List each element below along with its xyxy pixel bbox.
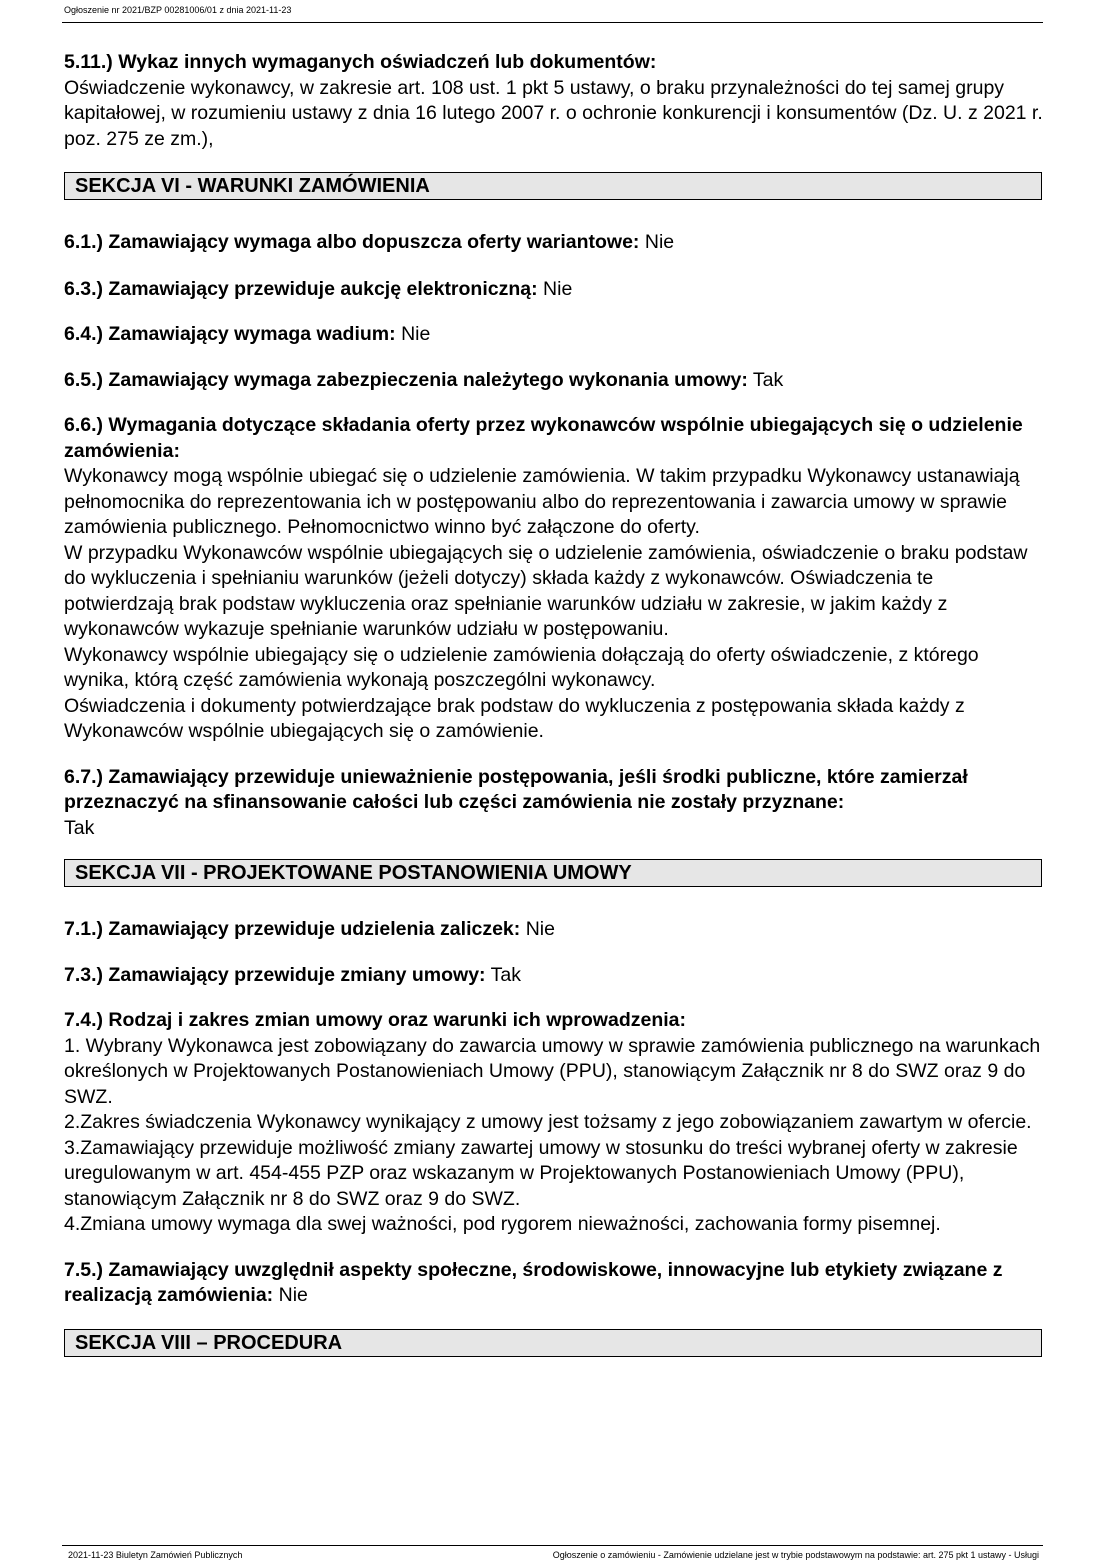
item-6-1 (64, 230, 1044, 256)
item-7-1 (64, 917, 1044, 943)
header-divider (62, 22, 1043, 23)
item-label: 7.5.) Zamawiający uwzględnił aspekty społeczne, środowiskowe, innowacyjne lub etykiety związane z realizacją zamówienia: (64, 1258, 1003, 1306)
item-6-4 (64, 322, 1044, 348)
paragraph: 4.Zmiana umowy wymaga dla swej ważności, pod rygorem nieważności, zachowania formy pisemnej. (64, 1213, 941, 1235)
document-body (64, 50, 1044, 1357)
paragraph: 3.Zamawiający przewiduje możliwość zmiany zawartej umowy w stosunku do treści wybranej oferty w zakresie uregulowanym w art. 454-455 PZP oraz wskazanym w Projektowanych Postanowieniach Umowy (PPU), stanowiącym Załącznik nr 8 do SWZ oraz 9 do SWZ. (64, 1136, 1018, 1210)
item-value: Tak (64, 816, 95, 839)
item-6-7 (64, 765, 1044, 842)
item-value: Nie (278, 1284, 308, 1306)
item-6-3 (64, 277, 1044, 303)
paragraph: W przypadku Wykonawców wspólnie ubiegających się o udzielenie zamówienia, oświadczenie o braku podstaw do wykluczenia i spełnianiu warunków (jeżeli dotyczy) składa każdy z wykonawców. Oświadczenia te potwierdzają brak podstaw wykluczenia oraz spełnianie warunków udziału w zakresie, w jakim każdy z wykonawców wykazuje spełnianie warunków udziału w postępowaniu. (64, 541, 1028, 640)
footer-divider (62, 1545, 1043, 1546)
item-label: 6.1.) Zamawiający wymaga albo dopuszcza oferty wariantowe: (64, 231, 640, 253)
section-vi-header: SEKCJA VI - WARUNKI ZAMÓWIENIA (64, 172, 1042, 200)
footer-date-publication: 2021-11-23 Biuletyn Zamówień Publicznych (68, 1550, 243, 1560)
paragraph: 1. Wybrany Wykonawca jest zobowiązany do zawarcia umowy w sprawie zamówienia publicznego na warunkach określonych w Projektowanych Postanowieniach Umowy (PPU), stanowiącym Załącznik nr 8 do SWZ oraz 9 do SWZ. (64, 1034, 1041, 1108)
item-label: 6.6.) Wymagania dotyczące składania oferty przez wykonawców wspólnie ubiegających się o udzielenie zamówienia: (64, 414, 1023, 462)
item-label: 7.3.) Zamawiający przewiduje zmiany umowy: (64, 963, 486, 986)
paragraph: Oświadczenia i dokumenty potwierdzające brak podstaw do wykluczenia z postępowania składa każdy z Wykonawców wspólnie ubiegających się o zamówienie. (64, 694, 965, 742)
item-value: Nie (543, 277, 573, 300)
item-5-11 (64, 50, 1044, 152)
item-value: Tak (490, 963, 521, 986)
paragraph: Wykonawcy wspólnie ubiegający się o udzielenie zamówienia dołączają do oferty oświadczenie, z którego wynika, którą część zamówienia wykonają poszczególni wykonawcy. (64, 643, 979, 691)
document-header: Ogłoszenie nr 2021/BZP 00281006/01 z dnia 2021-11-23 (64, 5, 292, 15)
item-label: 6.5.) Zamawiający wymaga zabezpieczenia należytego wykonania umowy: (64, 368, 748, 391)
footer-notice-type: Ogłoszenie o zamówieniu - Zamówienie udzielane jest w trybie podstawowym na podstawie: art. 275 pkt 1 ustawy - Usługi (552, 1550, 1039, 1560)
item-label: 7.1.) Zamawiający przewiduje udzielenia zaliczek: (64, 918, 521, 940)
paragraph: Wykonawcy mogą wspólnie ubiegać się o udzielenie zamówienia. W takim przypadku Wykonawcy ustanawiają pełnomocnika do reprezentowania ich w postępowaniu albo do reprezentowania i zawarcia umowy w sprawie zamówienia publicznego. Pełnomocnictwo winno być załączone do oferty. (64, 465, 1020, 538)
item-label: 6.7.) Zamawiający przewiduje unieważnienie postępowania, jeśli środki publiczne, które zamierzał przeznaczyć na sfinansowanie całości lub części zamówienia nie zostały przyznane: (64, 765, 968, 813)
item-6-6 (64, 413, 1044, 745)
item-value: Nie (525, 918, 555, 940)
item-value: Tak (752, 368, 784, 391)
section-viii-header: SEKCJA VIII – PROCEDURA (64, 1329, 1042, 1357)
item-7-5 (64, 1258, 1044, 1309)
item-label: 7.4.) Rodzaj i zakres zmian umowy oraz warunki ich wprowadzenia: (64, 1009, 686, 1031)
item-label: 6.4.) Zamawiający wymaga wadium: (64, 323, 396, 345)
item-6-5 (64, 368, 1044, 394)
item-value: Nie (401, 323, 431, 345)
item-7-3 (64, 963, 1044, 989)
item-text: Oświadczenie wykonawcy, w zakresie art. 108 ust. 1 pkt 5 ustawy, o braku przynależności do tej samej grupy kapitałowej, w rozumieniu ustawy z dnia 16 lutego 2007 r. o ochronie konkurencji i konsumentów (Dz. U. z 2021 r. poz. 275 ze zm.), (64, 76, 1043, 150)
item-7-4 (64, 1008, 1044, 1238)
item-value: Nie (644, 231, 675, 253)
section-vii-header: SEKCJA VII - PROJEKTOWANE POSTANOWIENIA UMOWY (64, 859, 1042, 887)
item-label: 5.11.) Wykaz innych wymaganych oświadczeń lub dokumentów: (64, 51, 657, 73)
item-label: 6.3.) Zamawiający przewiduje aukcję elektroniczną: (64, 277, 538, 300)
paragraph: 2.Zakres świadczenia Wykonawcy wynikający z umowy jest tożsamy z jego zobowiązaniem zawartym w ofercie. (64, 1111, 1032, 1133)
